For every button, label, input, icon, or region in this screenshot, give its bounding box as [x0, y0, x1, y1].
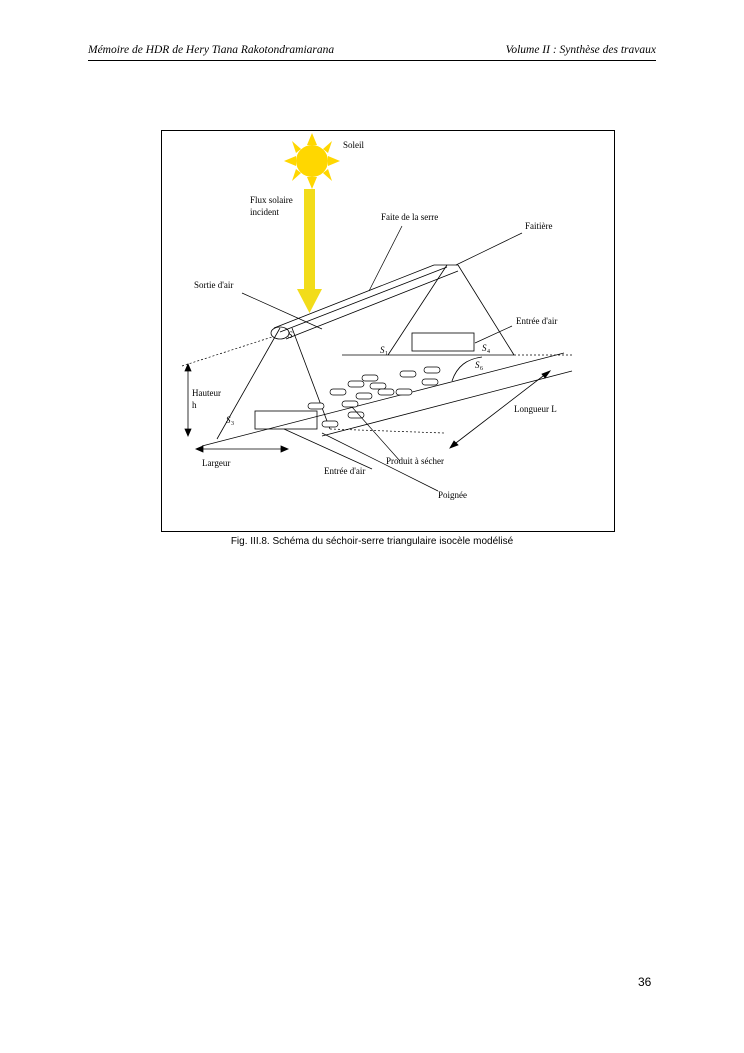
label-longueur: Longueur L: [514, 404, 557, 414]
label-hauteur: Hauteur: [192, 388, 221, 398]
label-s6-sub: 6: [480, 366, 483, 372]
label-flux-line1: Flux solaire: [250, 195, 293, 205]
product-trays: [308, 367, 440, 427]
label-poignee: Poignée: [438, 490, 467, 500]
page-header: [88, 40, 656, 61]
label-entree-air-right: Entrée d'air: [516, 316, 558, 326]
label-faitiere: Faitière: [525, 221, 553, 231]
label-faite-serre: Faite de la serre: [381, 212, 439, 222]
solar-flux-arrow: [297, 189, 322, 313]
figure-caption: Fig. III.8. Schéma du séchoir-serre triangulaire isocèle modélisé: [230, 536, 514, 547]
label-s4-sub: 4: [487, 349, 490, 355]
sun-icon: [284, 133, 340, 189]
label-s3: S: [226, 415, 231, 425]
label-entree-air-bottom: Entrée d'air: [324, 466, 366, 476]
header-volume: Volume II : Synthèse des travaux: [505, 44, 656, 56]
annotation-leaders: [242, 226, 522, 491]
label-produit: Produit à sécher: [386, 456, 444, 466]
label-s1-sub: 1: [385, 351, 388, 357]
page-number: 36: [638, 975, 652, 989]
label-s3-sub: 3: [231, 421, 234, 427]
label-s-top: S: [288, 330, 293, 340]
label-s1: S: [380, 345, 385, 355]
greenhouse-dryer-diagram: [162, 131, 614, 531]
label-soleil: Soleil: [343, 140, 365, 150]
header-author: Mémoire de HDR de Hery Tiana Rakotondramiarana: [88, 44, 335, 56]
label-s4: S: [482, 343, 487, 353]
label-largeur: Largeur: [202, 458, 231, 468]
label-flux-line2: incident: [250, 207, 279, 217]
greenhouse-dryer-figure: [161, 130, 615, 532]
label-h: h: [192, 400, 197, 410]
label-s6: S: [475, 360, 480, 370]
label-sortie-air: Sortie d'air: [194, 280, 234, 290]
